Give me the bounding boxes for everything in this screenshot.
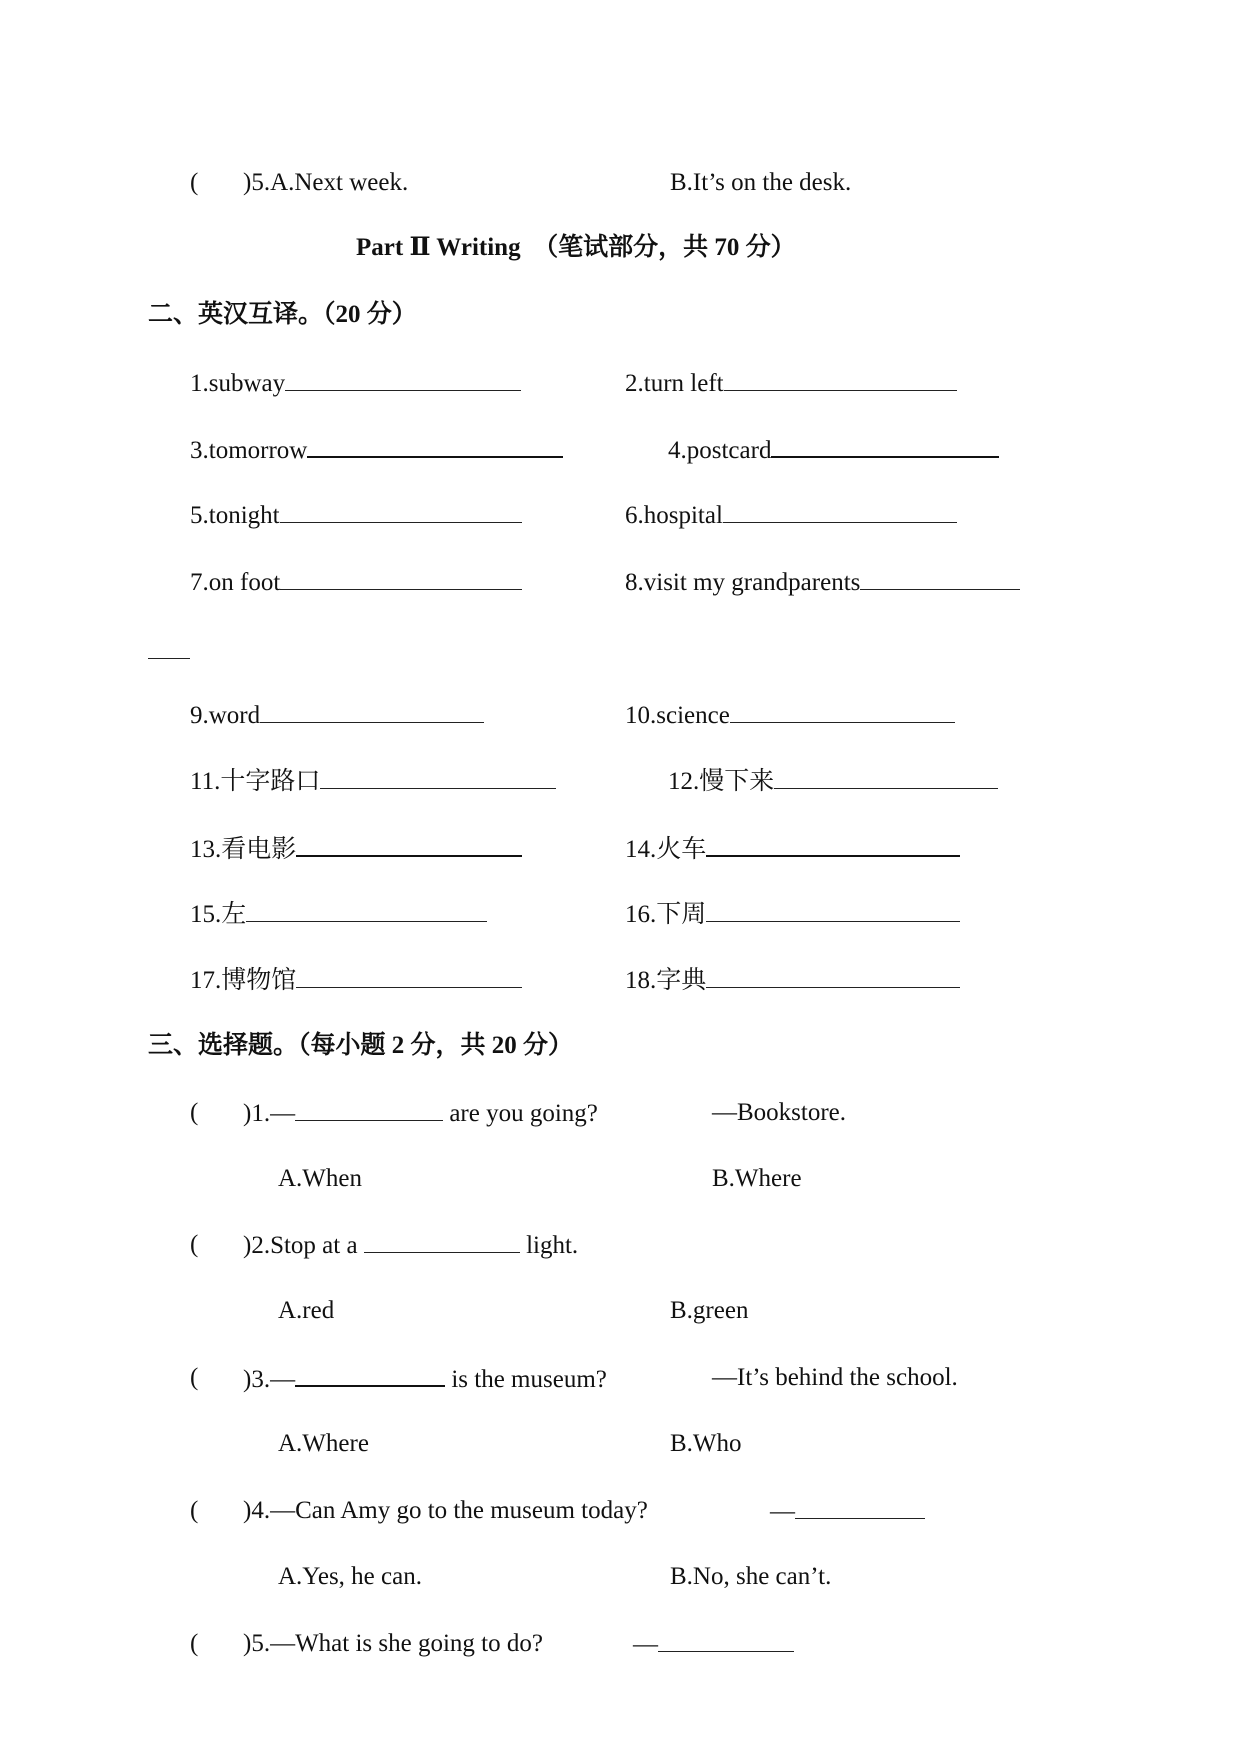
choice-q3-answer: —It’s behind the school. xyxy=(712,1364,958,1391)
translation-item: 14.火车 xyxy=(625,833,960,865)
answer-blank[interactable] xyxy=(774,766,998,789)
answer-blank[interactable] xyxy=(246,899,487,922)
translation-item: 15.左 xyxy=(190,899,487,930)
answer-blank[interactable] xyxy=(285,368,521,391)
translation-item: 9.word xyxy=(190,700,484,731)
answer-blank[interactable] xyxy=(280,500,522,523)
answer-blank[interactable] xyxy=(706,899,960,922)
answer-blank-continuation[interactable] xyxy=(148,658,190,659)
question-paren: ( xyxy=(190,1630,199,1657)
translation-item: 16.下周 xyxy=(625,899,960,930)
choice-question-1: )1.— are you going? xyxy=(243,1100,598,1127)
translation-item: 3.tomorrow xyxy=(190,434,563,466)
answer-blank[interactable] xyxy=(730,700,955,723)
choice-q1-option-a[interactable]: A.When xyxy=(278,1165,362,1192)
answer-blank[interactable] xyxy=(658,1629,794,1652)
translation-item: 12.慢下来 xyxy=(668,766,998,797)
translation-item: 17.博物馆 xyxy=(190,965,522,996)
question-paren: ( xyxy=(190,169,199,196)
translation-item: 18.字典 xyxy=(625,965,960,996)
choice-q5-answer: — xyxy=(633,1629,794,1660)
listening-q5: )5.A.Next week. xyxy=(243,169,409,196)
translation-item: 10.science xyxy=(625,700,955,731)
question-paren: ( xyxy=(190,1364,199,1391)
translation-item: 4.postcard xyxy=(668,434,999,466)
part2-title: Part Ⅱ Writing （笔试部分，共 70 分） xyxy=(356,234,796,261)
choice-q1-option-b[interactable]: B.Where xyxy=(712,1165,802,1192)
answer-blank[interactable] xyxy=(296,965,522,988)
choice-q4-option-b[interactable]: B.No, she can’t. xyxy=(670,1563,832,1590)
choice-q2-option-b[interactable]: B.green xyxy=(670,1297,749,1324)
choice-question-5: )5.—What is she going to do? xyxy=(243,1630,543,1657)
question-paren: ( xyxy=(190,1231,199,1258)
answer-blank[interactable] xyxy=(280,567,522,590)
answer-blank[interactable] xyxy=(724,368,957,391)
choice-question-2: )2.Stop at a light. xyxy=(243,1232,579,1259)
choice-q4-answer: — xyxy=(770,1496,925,1527)
section3-heading: 三、选择题。（每小题 2 分，共 20 分） xyxy=(148,1032,574,1059)
answer-blank[interactable] xyxy=(307,434,563,458)
translation-item: 1.subway xyxy=(190,368,521,399)
choice-q4-option-a[interactable]: A.Yes, he can. xyxy=(278,1563,422,1590)
answer-blank[interactable] xyxy=(860,567,1020,590)
translation-item: 13.看电影 xyxy=(190,833,522,865)
translation-item: 5.tonight xyxy=(190,500,522,531)
choice-question-3: )3.— is the museum? xyxy=(243,1363,607,1395)
answer-blank[interactable] xyxy=(723,500,957,523)
translation-item: 2.turn left xyxy=(625,368,957,399)
translation-item: 8.visit my grandparents xyxy=(625,567,1020,598)
translation-item: 11.十字路口 xyxy=(190,766,556,797)
answer-blank[interactable] xyxy=(364,1230,520,1253)
answer-blank[interactable] xyxy=(795,1496,925,1519)
answer-blank[interactable] xyxy=(296,833,522,857)
choice-q3-option-a[interactable]: A.Where xyxy=(278,1430,369,1457)
question-paren: ( xyxy=(190,1099,199,1126)
section2-heading: 二、英汉互译。（20 分） xyxy=(148,301,417,328)
answer-blank[interactable] xyxy=(295,1363,445,1387)
choice-question-4: )4.—Can Amy go to the museum today? xyxy=(243,1497,648,1524)
choice-q2-option-a[interactable]: A.red xyxy=(278,1297,335,1324)
answer-blank[interactable] xyxy=(706,965,960,988)
choice-q1-answer: —Bookstore. xyxy=(712,1099,847,1126)
choice-q3-option-b[interactable]: B.Who xyxy=(670,1430,742,1457)
question-paren: ( xyxy=(190,1497,199,1524)
listening-q5-option-b: B.It’s on the desk. xyxy=(670,169,852,196)
answer-blank[interactable] xyxy=(771,434,999,458)
answer-blank[interactable] xyxy=(260,700,484,723)
answer-blank[interactable] xyxy=(706,833,960,857)
translation-item: 7.on foot xyxy=(190,567,522,598)
answer-blank[interactable] xyxy=(320,766,556,789)
translation-item: 6.hospital xyxy=(625,500,957,531)
answer-blank[interactable] xyxy=(295,1098,443,1121)
